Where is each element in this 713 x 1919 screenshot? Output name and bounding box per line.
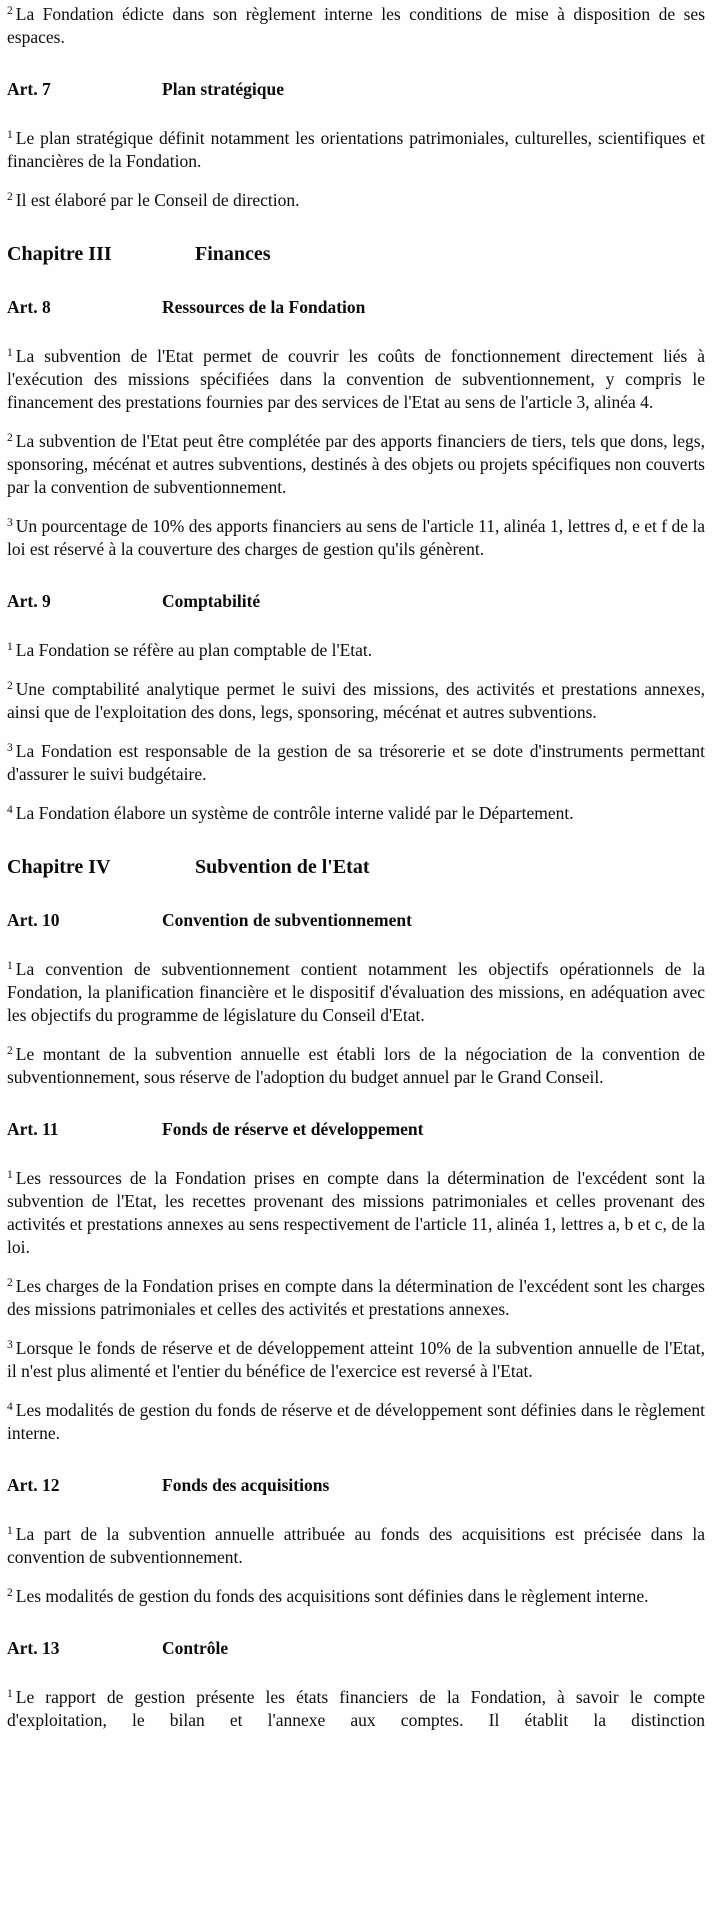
- heading-title: Plan stratégique: [162, 79, 285, 99]
- heading-number: Art. 8: [7, 297, 51, 317]
- article-heading: [7, 295, 705, 319]
- alinea-number: 2: [7, 191, 13, 203]
- paragraph: $^2$ La Fondation édicte dans son règlement interne les conditions de mise à disposition de ses espaces.: [7, 4, 705, 47]
- alinea-number: 2: [7, 1045, 13, 1057]
- article-heading: [7, 589, 705, 613]
- chapter-heading: [7, 241, 705, 267]
- paragraph: $^3$ La Fondation est responsable de la gestion de sa trésorerie et se dote d'instruments permettant d'assurer le suivi budgétaire.: [7, 741, 705, 784]
- heading-title: Subvention de l'Etat: [195, 856, 370, 878]
- heading-number: Art. 12: [7, 1475, 60, 1495]
- paragraph: $^1$ La Fondation se réfère au plan comptable de l'Etat.: [7, 640, 373, 660]
- heading-number: Art. 10: [7, 910, 60, 930]
- alinea-number: 1: [7, 347, 13, 359]
- alinea-number: 3: [7, 1339, 13, 1351]
- heading-title: Convention de subventionnement: [162, 910, 412, 930]
- heading-number: Art. 7: [7, 79, 51, 99]
- alinea-number: 2: [7, 5, 13, 17]
- heading-title: Finances: [195, 243, 271, 265]
- paragraph: $^4$ Les modalités de gestion du fonds de réserve et de développement sont définies dans le règlement interne.: [7, 1400, 705, 1443]
- paragraph: $^1$ Les ressources de la Fondation prises en compte dans la détermination de l'excédent sont la subvention de l'Etat, les recettes provenant des missions patrimoniales et celles provenant des activités et prestations annexes au sens respectivement de l'article 11, alinéa 1, lettres a, b et c, de la loi.: [7, 1168, 705, 1257]
- alinea-number: 1: [7, 1169, 13, 1181]
- alinea-number: 4: [7, 804, 13, 816]
- article-heading: [7, 77, 705, 101]
- paragraph: $^2$ Il est élaboré par le Conseil de direction.: [7, 190, 300, 210]
- alinea-number: 4: [7, 1401, 13, 1413]
- alinea-number: 3: [7, 517, 13, 529]
- heading-title: Ressources de la Fondation: [162, 297, 366, 317]
- alinea-number: 1: [7, 960, 13, 972]
- paragraph: $^2$ La subvention de l'Etat peut être complétée par des apports financiers de tiers, tels que dons, legs, sponsoring, mécénat et autres subventions, destinés à des objets ou projets spécifiques non couverts par la convention de subventionnement.: [7, 431, 705, 497]
- heading-title: Fonds des acquisitions: [162, 1475, 330, 1495]
- alinea-number: 1: [7, 1525, 13, 1537]
- paragraph: $^2$ Une comptabilité analytique permet le suivi des missions, des activités et prestations annexes, ainsi que de l'exploitation des dons, legs, sponsoring, mécénat et autres subventions.: [7, 679, 705, 722]
- paragraph: $^1$ La convention de subventionnement contient notamment les objectifs opérationnels de la Fondation, la planification financière et le dispositif d'évaluation des missions, en adéquation avec les objectifs du programme de législature du Conseil d'Etat.: [7, 959, 705, 1025]
- paragraph: $^2$ Les modalités de gestion du fonds des acquisitions sont définies dans le règlement interne.: [7, 1586, 649, 1606]
- heading-number: Art. 13: [7, 1638, 60, 1658]
- paragraph: $^3$ Un pourcentage de 10% des apports financiers au sens de l'article 11, alinéa 1, lettres d, e et f de la loi est réservé à la couverture des charges de gestion qu'ils génèrent.: [7, 516, 705, 559]
- alinea-number: 3: [7, 742, 13, 754]
- article-heading: [7, 1636, 705, 1660]
- alinea-number: 2: [7, 1587, 13, 1599]
- heading-number: Art. 9: [7, 591, 51, 611]
- heading-number: Chapitre IV: [7, 856, 111, 878]
- alinea-number: 2: [7, 680, 13, 692]
- paragraph: $^2$ Le montant de la subvention annuelle est établi lors de la négociation de la convention de subventionnement, sous réserve de l'adoption du budget annuel par le Grand Conseil.: [7, 1044, 705, 1087]
- alinea-number: 1: [7, 641, 13, 653]
- heading-title: Fonds de réserve et développement: [162, 1119, 424, 1139]
- chapter-heading: [7, 854, 705, 880]
- article-heading: [7, 1473, 705, 1497]
- paragraph: $^3$ Lorsque le fonds de réserve et de développement atteint 10% de la subvention annuelle de l'Etat, il n'est plus alimenté et l'entier du bénéfice de l'exercice est reversé à l'Etat.: [7, 1338, 705, 1381]
- article-heading: [7, 908, 705, 932]
- paragraph: $^1$ Le plan stratégique définit notamment les orientations patrimoniales, culturelles, scientifiques et financières de la Fondation.: [7, 128, 705, 171]
- paragraph: $^1$ La subvention de l'Etat permet de couvrir les coûts de fonctionnement directement liés à l'exécution des missions spécifiées dans la convention de subventionnement, y compris le financement des prestations fournies par des services de l'Etat au sens de l'article 3, alinéa 4.: [7, 346, 705, 412]
- alinea-number: 1: [7, 129, 13, 141]
- heading-title: Contrôle: [162, 1638, 229, 1658]
- alinea-number: 2: [7, 432, 13, 444]
- paragraph: $^1$ Le rapport de gestion présente les états financiers de la Fondation, à savoir le compte d'exploitation, le bilan et l'annexe aux comptes. Il établit la distinction: [7, 1687, 705, 1730]
- article-heading: [7, 1117, 705, 1141]
- heading-title: Comptabilité: [162, 591, 261, 611]
- alinea-number: 1: [7, 1688, 13, 1700]
- heading-number: Chapitre III: [7, 243, 112, 265]
- paragraph: $^1$ La part de la subvention annuelle attribuée au fonds des acquisitions est précisée dans la convention de subventionnement.: [7, 1524, 705, 1567]
- paragraph: $^2$ Les charges de la Fondation prises en compte dans la détermination de l'excédent sont les charges des missions patrimoniales et celles des activités et prestations annexes.: [7, 1276, 705, 1319]
- paragraph: $^4$ La Fondation élabore un système de contrôle interne validé par le Département.: [7, 803, 574, 823]
- heading-number: Art. 11: [7, 1119, 59, 1139]
- alinea-number: 2: [7, 1277, 13, 1289]
